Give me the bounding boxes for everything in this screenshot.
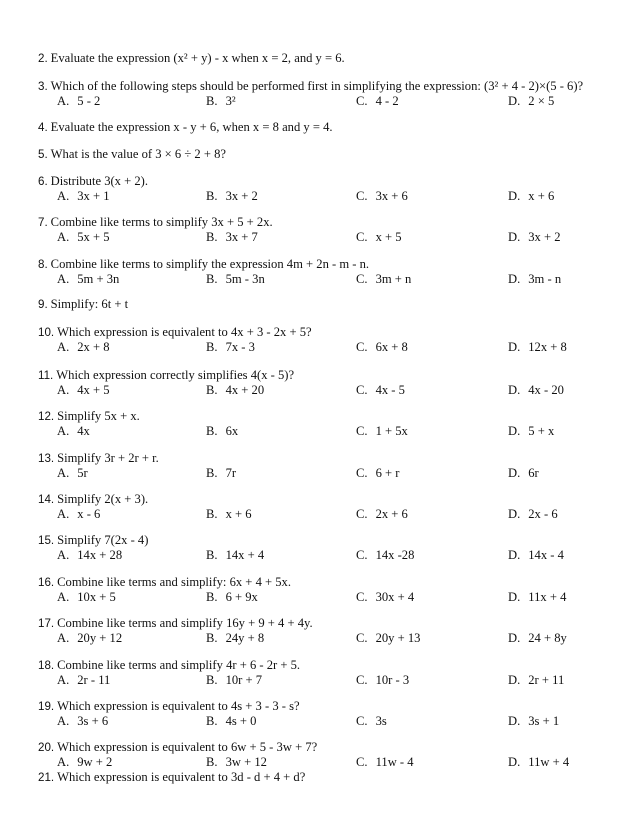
- question-stem: [38, 368, 618, 383]
- question-number: 8.: [38, 258, 48, 271]
- choice-d[interactable]: D. 14x - 4: [508, 548, 564, 562]
- question-text: Evaluate the expression x - y + 6, when x = 8 and y = 4.: [50, 120, 333, 134]
- question-17: [38, 616, 618, 646]
- choice-c[interactable]: C. 1 + 5x: [356, 424, 408, 438]
- answer-choices: [38, 466, 618, 481]
- choice-a[interactable]: A. 3s + 6: [57, 714, 109, 728]
- choice-c[interactable]: C. 3m + n: [356, 272, 412, 286]
- question-stem: [38, 492, 618, 507]
- question-20: [38, 740, 618, 770]
- choice-b[interactable]: B. 3²: [206, 94, 236, 108]
- choice-b[interactable]: B. 10r + 7: [206, 673, 263, 687]
- question-text: Combine like terms and simplify 16y + 9 + 4 + 4y.: [57, 616, 313, 630]
- question-number: 16.: [38, 576, 55, 589]
- question-3: [38, 79, 618, 109]
- choice-a[interactable]: A. 5r: [57, 466, 88, 480]
- choice-d[interactable]: D. 3m - n: [508, 272, 562, 286]
- choice-b[interactable]: B. 4s + 0: [206, 714, 257, 728]
- question-15: [38, 533, 618, 563]
- answer-choices: [38, 548, 618, 563]
- question-stem: [38, 533, 618, 548]
- question-text: Distribute 3(x + 2).: [50, 174, 149, 188]
- question-18: [38, 658, 618, 688]
- answer-choices: [38, 340, 618, 355]
- question-stem: [38, 451, 618, 466]
- question-text: Which of the following steps should be performed first in simplifying the expression: (3² + 4 - 2)×(5 - 6)?: [50, 79, 584, 93]
- choice-b[interactable]: B. 7x - 3: [206, 340, 255, 354]
- question-stem: [38, 770, 618, 785]
- question-11: [38, 368, 618, 398]
- question-number: 11.: [38, 369, 54, 382]
- question-stem: [38, 699, 618, 714]
- choice-c[interactable]: C. 20y + 13: [356, 631, 421, 645]
- choice-b[interactable]: B. 4x + 20: [206, 383, 265, 397]
- question-number: 7.: [38, 216, 48, 229]
- choice-a[interactable]: A. 4x: [57, 424, 90, 438]
- choice-c[interactable]: C. 11w - 4: [356, 755, 414, 769]
- question-text: Simplify 2(x + 3).: [57, 492, 149, 506]
- question-stem: [38, 575, 618, 590]
- question-stem: [38, 174, 618, 189]
- choice-d[interactable]: D. 6r: [508, 466, 539, 480]
- choice-b[interactable]: B. x + 6: [206, 507, 252, 521]
- question-16: [38, 575, 618, 605]
- question-number: 17.: [38, 617, 55, 630]
- choice-b[interactable]: B. 14x + 4: [206, 548, 265, 562]
- answer-choices: [38, 507, 618, 522]
- question-text: Simplify 7(2x - 4): [57, 533, 149, 547]
- choice-b[interactable]: B. 3x + 2: [206, 189, 258, 203]
- question-number: 9.: [38, 298, 48, 311]
- question-stem: [38, 409, 618, 424]
- answer-choices: [38, 230, 618, 245]
- question-stem: [38, 740, 618, 755]
- answer-choices: [38, 755, 618, 770]
- choice-d[interactable]: D. 3s + 1: [508, 714, 560, 728]
- question-stem: [38, 51, 618, 66]
- question-number: 2.: [38, 52, 48, 65]
- choice-a[interactable]: A. 5m + 3n: [57, 272, 120, 286]
- question-number: 18.: [38, 659, 55, 672]
- answer-choices: [38, 590, 618, 605]
- question-number: 10.: [38, 326, 55, 339]
- choice-a[interactable]: A. 9w + 2: [57, 755, 113, 769]
- choice-a[interactable]: A. 4x + 5: [57, 383, 110, 397]
- question-number: 4.: [38, 121, 48, 134]
- question-text: Combine like terms and simplify: 6x + 4 + 5x.: [57, 575, 292, 589]
- choice-c[interactable]: C. 4x - 5: [356, 383, 405, 397]
- choice-d[interactable]: D. 11w + 4: [508, 755, 570, 769]
- choice-a[interactable]: A. 3x + 1: [57, 189, 110, 203]
- answer-choices: [38, 189, 618, 204]
- question-text: Combine like terms to simplify 3x + 5 + 2x.: [50, 215, 273, 229]
- choice-c[interactable]: C. 6 + r: [356, 466, 400, 480]
- question-stem: [38, 215, 618, 230]
- choice-a[interactable]: A. 5 - 2: [57, 94, 101, 108]
- question-text: Which expression is equivalent to 6w + 5 - 3w + 7?: [57, 740, 318, 754]
- question-stem: [38, 257, 618, 272]
- choice-c[interactable]: C. 6x + 8: [356, 340, 408, 354]
- question-text: Simplify 3r + 2r + r.: [57, 451, 159, 465]
- choice-d[interactable]: D. 2x - 6: [508, 507, 558, 521]
- question-4: [38, 120, 618, 135]
- question-8: [38, 257, 618, 287]
- question-9: [38, 297, 618, 312]
- choice-c[interactable]: C. 3x + 6: [356, 189, 408, 203]
- choice-d[interactable]: D. 4x - 20: [508, 383, 564, 397]
- choice-a[interactable]: A. 14x + 28: [57, 548, 123, 562]
- answer-choices: [38, 94, 618, 109]
- choice-b[interactable]: B. 3w + 12: [206, 755, 267, 769]
- choice-d[interactable]: D. x + 6: [508, 189, 555, 203]
- question-stem: [38, 147, 618, 162]
- choice-b[interactable]: B. 6 + 9x: [206, 590, 258, 604]
- question-text: Evaluate the expression (x² + y) - x when x = 2, and y = 6.: [50, 51, 345, 65]
- question-text: What is the value of 3 × 6 ÷ 2 + 8?: [50, 147, 227, 161]
- question-number: 19.: [38, 700, 55, 713]
- question-number: 5.: [38, 148, 48, 161]
- answer-choices: [38, 631, 618, 646]
- choice-c[interactable]: C. 4 - 2: [356, 94, 399, 108]
- choice-c[interactable]: C. 30x + 4: [356, 590, 415, 604]
- choice-a[interactable]: A. x - 6: [57, 507, 101, 521]
- question-10: [38, 325, 618, 355]
- answer-choices: [38, 673, 618, 688]
- answer-choices: [38, 714, 618, 729]
- question-stem: [38, 325, 618, 340]
- question-text: Simplify: 6t + t: [50, 297, 129, 311]
- question-stem: [38, 120, 618, 135]
- question-text: Which expression is equivalent to 4x + 3 - 2x + 5?: [57, 325, 312, 339]
- answer-choices: [38, 424, 618, 439]
- choice-b[interactable]: B. 6x: [206, 424, 239, 438]
- question-5: [38, 147, 618, 162]
- choice-a[interactable]: A. 2r - 11: [57, 673, 111, 687]
- choice-c[interactable]: C. 2x + 6: [356, 507, 408, 521]
- question-stem: [38, 297, 618, 312]
- question-2: [38, 51, 618, 66]
- question-6: [38, 174, 618, 204]
- choice-c[interactable]: C. 14x -28: [356, 548, 415, 562]
- question-stem: [38, 616, 618, 631]
- question-number: 15.: [38, 534, 55, 547]
- question-21: [38, 770, 618, 785]
- question-text: Which expression is equivalent to 4s + 3 - 3 - s?: [57, 699, 300, 713]
- question-number: 20.: [38, 741, 55, 754]
- choice-d[interactable]: D. 5 + x: [508, 424, 555, 438]
- question-12: [38, 409, 618, 439]
- question-stem: [38, 79, 618, 94]
- question-number: 6.: [38, 175, 48, 188]
- choice-c[interactable]: C. x + 5: [356, 230, 402, 244]
- choice-b[interactable]: B. 3x + 7: [206, 230, 258, 244]
- question-text: Simplify 5x + x.: [57, 409, 140, 423]
- choice-d[interactable]: D. 3x + 2: [508, 230, 561, 244]
- choice-d[interactable]: D. 2 × 5: [508, 94, 555, 108]
- answer-choices: [38, 383, 618, 398]
- question-number: 21.: [38, 771, 55, 784]
- question-text: Combine like terms to simplify the expression 4m + 2n - m - n.: [50, 257, 370, 271]
- choice-a[interactable]: A. 5x + 5: [57, 230, 110, 244]
- choice-b[interactable]: B. 7r: [206, 466, 237, 480]
- question-number: 13.: [38, 452, 55, 465]
- question-number: 3.: [38, 80, 48, 93]
- choice-d[interactable]: D. 12x + 8: [508, 340, 567, 354]
- question-stem: [38, 658, 618, 673]
- question-14: [38, 492, 618, 522]
- choice-a[interactable]: A. 2x + 8: [57, 340, 110, 354]
- choice-a[interactable]: A. 20y + 12: [57, 631, 123, 645]
- choice-c[interactable]: C. 3s: [356, 714, 387, 728]
- question-text: Which expression correctly simplifies 4(x - 5)?: [56, 368, 295, 382]
- answer-choices: [38, 272, 618, 287]
- choice-d[interactable]: D. 11x + 4: [508, 590, 567, 604]
- question-number: 12.: [38, 410, 55, 423]
- question-7: [38, 215, 618, 245]
- question-number: 14.: [38, 493, 55, 506]
- choice-c[interactable]: C. 10r - 3: [356, 673, 410, 687]
- choice-b[interactable]: B. 5m - 3n: [206, 272, 265, 286]
- choice-a[interactable]: A. 10x + 5: [57, 590, 116, 604]
- choice-d[interactable]: D. 24 + 8y: [508, 631, 567, 645]
- question-19: [38, 699, 618, 729]
- question-13: [38, 451, 618, 481]
- choice-d[interactable]: D. 2r + 11: [508, 673, 565, 687]
- question-text: Which expression is equivalent to 3d - d + 4 + d?: [57, 770, 306, 784]
- question-text: Combine like terms and simplify 4r + 6 - 2r + 5.: [57, 658, 301, 672]
- choice-b[interactable]: B. 24y + 8: [206, 631, 265, 645]
